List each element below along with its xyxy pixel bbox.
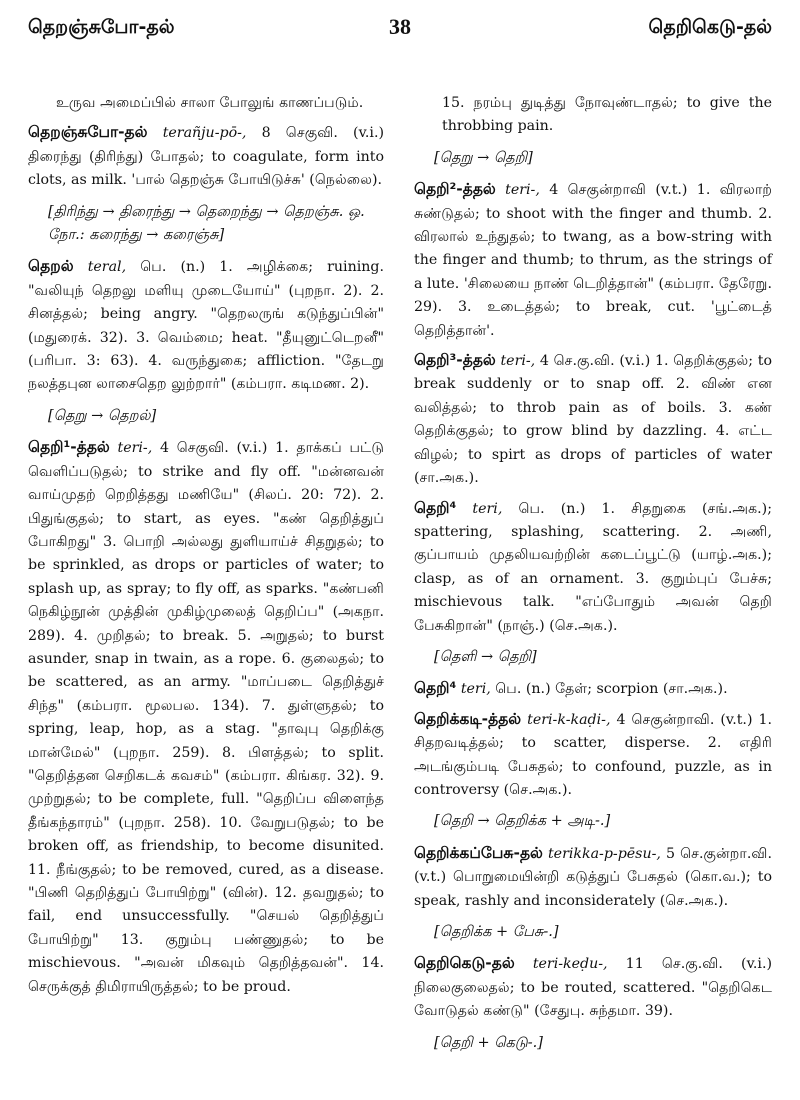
continued-text: உருவ அமைப்பில் சாலா போலுங் காணப்படும். bbox=[56, 95, 364, 111]
entry-definition: 4 செ.கு.வி. (v.i.) 1. தெறிக்குதல்; to break suddenly or to snap off. 2. விண் என வலித்தல்; to throb pain as of boils. 3. கண் தெறிக்குதல்; to grow blind by dazzling. 4. எட்ட விழல்; to spirt as drops of particles of water (சா.அக.). bbox=[414, 353, 773, 487]
right-column bbox=[414, 92, 772, 1063]
right-running-headword: தெறிகெடு-தல் bbox=[648, 16, 772, 38]
entry-definition: பெ. (n.) தேள்; scorpion (சா.அக.). bbox=[495, 681, 728, 698]
etymology-note: [தெறிக்க + பேசு-.] bbox=[434, 924, 559, 940]
entry-transliteration: teri-, bbox=[500, 353, 536, 370]
entry-headword: தெறல் bbox=[28, 257, 74, 276]
entry-definition: 4 செகுன்றாவி. (v.t.) 1. சிதறவடித்தல்; to scatter, disperse. 2. எதிரி அடங்கும்படி பேசுதல்; to confound, puzzle, as in controversy (செ.அக.). bbox=[414, 711, 772, 798]
entry-transliteration: terikka-p-pēsu-, bbox=[547, 845, 661, 862]
entry-transliteration: teral, bbox=[87, 259, 127, 276]
dictionary-entry bbox=[414, 497, 772, 638]
left-running-headword: தெறஞ்சுபோ-தல் bbox=[28, 16, 175, 38]
dictionary-entry bbox=[414, 842, 772, 913]
entry-headword: தெறிக்கப்பேசு-தல் bbox=[414, 843, 543, 862]
entry-headword: தெறி²-த்தல் bbox=[414, 180, 496, 199]
left-column bbox=[28, 92, 384, 1005]
etymology-note: [தெறு → தெறி] bbox=[434, 149, 533, 166]
dictionary-entry bbox=[414, 349, 772, 490]
entry-transliteration: teri-, bbox=[505, 182, 540, 199]
entry-definition: பெ. (n.) 1. அழிக்கை; ruining. "வலியுந் தெறலு மளியு முடையோய்" (புறநா. 2). 2. சினத்தல்; being angry. "தெறலருங் கடுந்துப்பின்" (மதுரைக். 32). 3. வெம்மை; heat. "தீயுனுட்டெறனீ" (பரிபா. 3: 63). 4. வருந்துகை; affliction. "தேடறு நலத்தபுன லாசைதெற லுற்றார்" (கம்பரா. கடிமண. 2). bbox=[28, 259, 384, 393]
entry-headword: தெறிக்கடி-த்தல் bbox=[414, 709, 522, 728]
etymology-note: [திரிந்து → திரைந்து → தெறைந்து → தெறஞ்சு. ஒ. நோ.: கரைந்து → கரைஞ்சு] bbox=[48, 203, 365, 244]
entry-headword: தெறஞ்சுபோ-தல் bbox=[28, 123, 148, 142]
entry-transliteration: terañju-pō-, bbox=[162, 125, 247, 142]
etymology-note: [தெறி → தெறிக்க + அடி-.] bbox=[434, 813, 611, 830]
entry-headword: தெறி⁴ bbox=[414, 679, 457, 698]
dictionary-entry bbox=[414, 178, 772, 343]
dictionary-entry bbox=[414, 952, 772, 1023]
entry-definition: பெ. (n.) 1. சிதறுகை (சங்.அக.); spattering, splashing, scattering. 2. அணி, குப்பாயம் முதலியவற்றின் கடைப்பூட்டு (யாழ்.அக.); clasp, as of an ornament. 3. குறும்புப் பேச்சு; mischievous talk. "எப்போதும் அவன் தெறி பேசுகிறான்" (நாஞ்.) (செ.அக.). bbox=[414, 500, 773, 634]
entry-headword: தெறிகெடு-தல் bbox=[414, 954, 515, 973]
entry-headword: தெறி³-த்தல் bbox=[414, 351, 496, 370]
entry-definition: 8 செகுவி. (v.i.) திரைந்து (திரிந்து) போதல்; to coagulate, form into clots, as milk. 'பால் தெறஞ்சு போயிடுச்சு' (நெல்லை). bbox=[28, 125, 384, 189]
entry-transliteration: teri, bbox=[460, 681, 491, 698]
entry-transliteration: teri, bbox=[472, 500, 503, 517]
dictionary-entry bbox=[28, 255, 384, 396]
entry-definition: 11 செ.கு.வி. (v.i.) நிலைகுலைதல்; to be routed, scattered. "தெறிகெட வோடுதல் கண்டு" (சேதுபு. சுந்தமா. 39). bbox=[414, 956, 772, 1020]
page-number: 38 bbox=[389, 14, 411, 39]
dictionary-entry bbox=[414, 677, 772, 701]
entry-definition: 4 செகுன்றாவி (v.t.) 1. விரலாற் சுண்டுதல்; to shoot with the finger and thumb. 2. விரலால் உந்துதல்; to twang, as a bow-string with the finger and thumb; to thrum, as the strings of a lute. 'சிலையை நாண் டெறித்தான்" (கம்பரா. தேரேறு. 29). 3. உடைத்தல்; to break, cut. 'பூட்டைத் தெறித்தான்'. bbox=[414, 182, 773, 339]
dictionary-entry bbox=[28, 121, 384, 192]
page-header bbox=[28, 12, 772, 48]
entry-transliteration: teri-keḍu-, bbox=[532, 956, 608, 973]
entry-definition: 4 செகுவி. (v.i.) 1. தாக்கப் பட்டு வெளிப்படுதல்; to strike and fly off. "மன்னவன் வாய்முதற் றெறித்தது மணியே" (சிலப். 20: 72). 2. பிதுங்குதல்; to start, as eyes. "கண் தெறித்துப் போகிறது" 3. பொறி அல்லது துளியாய்ச் சிதறுதல்; to be sprinkled, as drops or particles of water; to splash up, as spray; to fly off, as sparks. "கண்பனி நெகிழ்நூன் முத்தின் முகிழ்முலைத் தெறிப்ப" (அகநா. 289). 4. முறிதல்; to break. 5. அறுதல்; to burst asunder, snap in twain, as a rope. 6. குலைதல்; to be scattered, as an army. "மாப்படை தெறித்துச் சிந்த" (கம்பரா. மூலபல. 134). 7. துள்ளுதல்; to spring, leap, hop, as a stag. "தாவுபு தெறிக்கு மான்மேல்" (புறநா. 259). 8. பிளத்தல்; to split. "தெறித்தன செறிகடக் கவசம்" (கம்பரா. கிங்கர. 32). 9. முற்றுதல்; to be complete, full. "தெறிப்ப விளைந்த தீங்கந்தாரம்" (புறநா. 258). 10. வேறுபடுதல்; to be broken off, as friendship, to become disunited. 11. நீங்குதல்; to be removed, cured, as a disease. "பிணி தெறித்துப் போயிற்று" (வின்). 12. தவறுதல்; to fail, end unsuccessfully. "செயல் தெறித்துப் போயிற்று" 13. குறும்பு பண்ணுதல்; to be mischievous. "அவன் மிகவும் தெறித்தவன்". 14. செருக்குத் திமிராயிருத்தல்; to be proud. bbox=[28, 440, 384, 995]
entry-transliteration: teri-, bbox=[117, 440, 153, 457]
entry-definition: 5 செ.குன்றா.வி. (v.t.) பொறுமையின்றி கடுத்துப் பேசுதல் (கொ.வ.); to speak, rashly and inconsiderately (செ.அக.). bbox=[414, 845, 772, 909]
dictionary-entry bbox=[28, 436, 384, 999]
continued-text: 15. நரம்பு துடித்து நோவுண்டாதல்; to give the throbbing pain. bbox=[442, 95, 772, 135]
etymology-note: [தெளி → தெறி] bbox=[434, 648, 537, 665]
etymology-note: [தெறி + கெடு-.] bbox=[434, 1034, 543, 1051]
entry-headword: தெறி⁴ bbox=[414, 498, 457, 517]
entry-transliteration: teri-k-kaḍi-, bbox=[527, 711, 611, 728]
entry-headword: தெறி¹-த்தல் bbox=[28, 438, 110, 457]
etymology-note: [தெறு → தெறல்] bbox=[48, 407, 157, 424]
dictionary-entry bbox=[414, 708, 772, 803]
